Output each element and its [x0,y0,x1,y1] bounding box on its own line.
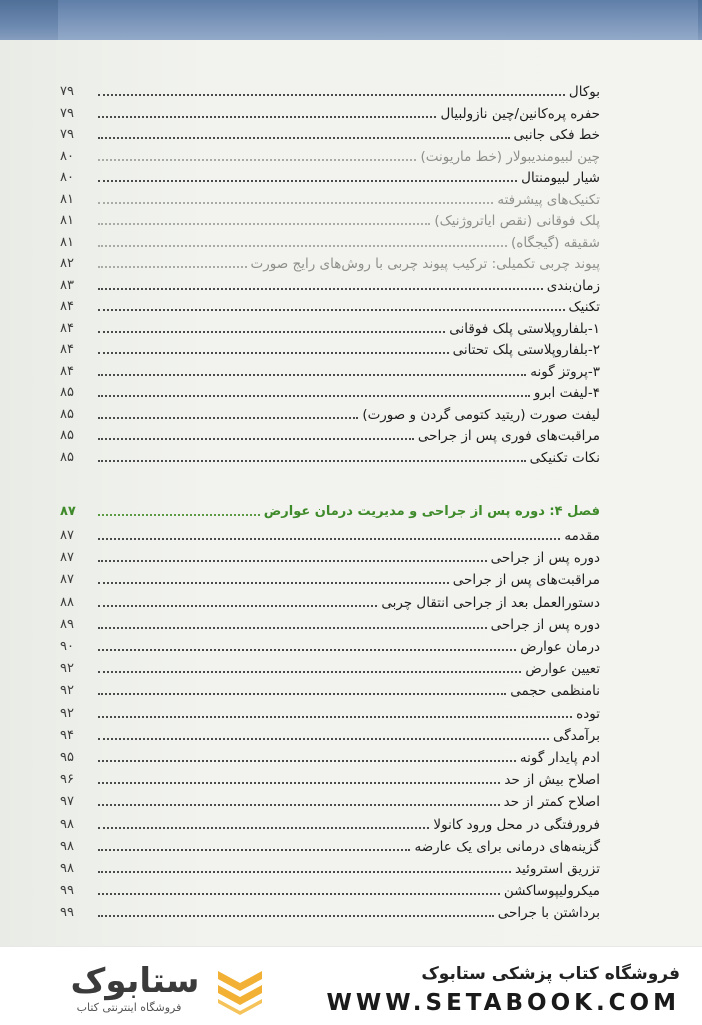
logo-chevron-icon [210,965,270,1015]
toc-entry-title: مقدمه [564,528,600,544]
toc-dot-leader [98,93,565,96]
toc-page-number: ۸۳ [60,277,74,293]
toc-entry-title: مراقبت‌های پس از جراحی [452,572,600,589]
toc-page-number: ۹۹ [60,905,74,921]
toc-entry-title: ادم پایدار گونه [519,750,600,766]
toc-page-number: ۹۲ [60,705,74,721]
toc-page-number: ۸۵ [60,428,74,443]
toc-page-number: ۸۱ [60,213,74,228]
toc-dot-leader [98,459,526,462]
toc-dot-leader [98,394,530,397]
toc-entry-title: خط فکی جانبی [513,127,600,143]
toc-entry-title: برآمدگی [553,727,600,744]
store-name: فروشگاه کتاب پزشکی ستابوک [421,964,680,984]
toc-entry-title: درمان عوارض [520,639,600,655]
toc-dot-leader [98,201,493,204]
book-cover-edge [0,0,702,44]
toc-entry-title: دوره پس از جراحی [490,616,600,633]
logo-subtitle: فروشگاه اینترنتی کتاب [76,1001,182,1014]
toc-entry[interactable] [60,613,600,634]
toc-page-number: ۸۵ [60,449,74,465]
toc-page-number: ۷۹ [60,127,74,142]
toc-entry-title: تزریق استروئید [514,861,600,877]
toc-dot-leader [98,136,510,139]
toc-entry[interactable] [60,231,600,252]
store-footer [0,946,702,1025]
toc-dot-leader [98,513,260,516]
toc-page-number: ۹۵ [60,750,74,765]
toc-dot-leader [98,737,549,740]
toc-page-number: ۸۷ [60,550,74,566]
toc-dot-leader [98,351,449,354]
toc-dot-leader [98,848,410,851]
toc-dot-leader [98,781,500,784]
toc-page-number: ۸۹ [60,616,74,632]
toc-dot-leader [98,715,572,718]
toc-entry[interactable] [60,80,600,101]
toc-page-number: ۷۹ [60,84,74,99]
toc-entry[interactable] [60,403,600,424]
toc-page-number: ۹۷ [60,794,74,810]
toc-page-number: ۸۵ [60,406,74,422]
toc-dot-leader [98,604,377,607]
toc-entry[interactable] [60,790,600,811]
toc-page-number: ۹۶ [60,772,74,788]
toc-entry[interactable] [60,317,600,338]
toc-entry[interactable] [60,274,600,295]
toc-entry[interactable] [60,591,600,612]
toc-page-number: ۸۱ [60,234,74,250]
toc-entry[interactable] [60,546,600,567]
toc-entry[interactable] [60,724,600,745]
toc-page-number: ۹۸ [60,816,74,832]
toc-dot-leader [98,244,507,247]
toc-page-number: ۸۴ [60,363,74,379]
toc-dot-leader [98,115,436,118]
toc-page-number: ۷۹ [60,105,74,121]
toc-entry[interactable] [60,901,600,922]
toc-dot-leader [98,222,430,225]
toc-dot-leader [98,330,445,333]
toc-dot-leader [98,826,429,829]
toc-entry-title: ۱-بلفاروپلاستی پلک فوقانی [449,320,600,337]
toc-dot-leader [98,692,506,695]
toc-entry-title: فصل ۴: دوره پس از جراحی و مدیریت درمان عوارض [263,504,600,519]
toc-dot-leader [98,437,414,440]
toc-page-number: ۹۲ [60,661,74,677]
store-info [320,961,680,1019]
toc-entry-title: فرورفتگی در محل ورود کانولا [433,816,600,833]
toc-dot-leader [98,803,500,806]
toc-page-number: ۸۰ [60,170,74,185]
toc-page-number: ۸۴ [60,320,74,336]
toc-entry-title: بوکال [568,84,600,100]
toc-entry-title: لیفت صورت (ریتید کتومی گردن و صورت) [362,406,600,423]
toc-entry[interactable] [60,813,600,834]
toc-entry[interactable] [60,252,600,273]
chapter-entry[interactable] [60,500,600,521]
toc-page-number: ۹۴ [60,727,74,743]
toc-entry-title: دستورالعمل بعد از جراحی انتقال چربی [381,594,600,611]
toc-dot-leader [98,626,487,629]
toc-page-number: ۹۰ [60,639,74,654]
toc-entry-title: دوره پس از جراحی [490,550,600,567]
toc-dot-leader [98,870,511,873]
toc-page-number: ۸۸ [60,594,74,610]
toc-dot-leader [98,759,516,762]
toc-entry[interactable] [60,657,600,678]
toc-entry-title: زمان‌بندی [546,277,600,294]
toc-dot-leader [98,670,521,673]
toc-dot-leader [98,158,416,161]
toc-entry[interactable] [60,524,600,545]
toc-entry[interactable] [60,295,600,316]
toc-page-number: ۸۷ [60,528,74,543]
toc-dot-leader [98,373,526,376]
toc-dot-leader [98,416,358,419]
toc-entry[interactable] [60,568,600,589]
toc-entry[interactable] [60,145,600,166]
toc-entry-title: تعیین عوارض [525,661,600,678]
toc-dot-leader [98,581,449,584]
toc-entry[interactable] [60,360,600,381]
toc-entry-title: تکنیک [568,299,600,315]
toc-page-number: ۸۲ [60,256,74,271]
toc-page-number: ۹۸ [60,838,74,854]
toc-dot-leader [98,892,500,895]
toc-entry-title: نکات تکنیکی [529,449,600,466]
toc-page-number: ۸۵ [60,385,74,400]
toc-entry-title: اصلاح کمتر از حد [503,794,600,811]
toc-entry[interactable] [60,381,600,402]
toc-entry[interactable] [60,338,600,359]
toc-entry-title: ۲-بلفاروپلاستی پلک تحتانی [452,342,600,358]
logo-text: ستابوک [70,961,200,1001]
toc-dot-leader [98,265,247,268]
toc-entry[interactable] [60,188,600,209]
toc-entry[interactable] [60,702,600,723]
store-url-link[interactable]: WWW.SETABOOK.COM [326,990,680,1016]
toc-page-number: ۸۴ [60,299,74,314]
toc-entry-title: پیوند چربی تکمیلی: ترکیب پیوند چربی با روش‌های رایج صورت [250,256,600,272]
toc-entry[interactable] [60,635,600,656]
toc-entry-title: ۴-لیفت ابرو [533,385,600,401]
toc-entry[interactable] [60,209,600,230]
toc-entry-title: شیار لبیومنتال [521,170,600,186]
toc-entry-title: برداشتن با جراحی [497,905,600,922]
toc-entry[interactable] [60,679,600,700]
setabook-logo[interactable] [24,961,274,1017]
toc-dot-leader [98,537,560,540]
toc-entry[interactable] [60,857,600,878]
toc-page-number: ۹۸ [60,861,74,876]
cover-inner-edge [58,0,698,41]
toc-entry-title: گزینه‌های درمانی برای یک عارضه [414,838,600,855]
toc-entry[interactable] [60,102,600,123]
toc-dot-leader [98,308,565,311]
toc-entry[interactable] [60,768,600,789]
toc-entry[interactable] [60,123,600,144]
toc-entry[interactable] [60,746,600,767]
toc-dot-leader [98,287,543,290]
toc-entry-title: توده [576,705,600,722]
toc-entry[interactable] [60,835,600,856]
toc-dot-leader [98,914,494,917]
toc-page-number: ۸۱ [60,191,74,207]
toc-entry-title: ۳-پروتز گونه [530,363,600,380]
toc-entry[interactable] [60,879,600,900]
toc-page-number: ۸۷ [60,572,74,588]
toc-dot-leader [98,648,516,651]
toc-entry-title: اصلاح بیش از حد [504,772,600,789]
toc-page-number: ۸۰ [60,148,74,164]
toc-entry[interactable] [60,424,600,445]
toc-page-number: ۸۷ [60,504,76,519]
toc-entry-title: تکنیک‌های پیشرفته [497,191,600,208]
toc-page-number: ۸۴ [60,342,74,357]
toc-entry-title: مراقبت‌های فوری پس از جراحی [417,428,600,444]
toc-dot-leader [98,179,517,182]
toc-dot-leader [98,559,487,562]
toc-entry[interactable] [60,446,600,467]
toc-entry-title: میکرولیپوساکشن [503,883,600,900]
toc-entry-title: پلک فوقانی (نقص ایاتروژنیک) [434,213,600,229]
toc-entry-title: چین لبیومندیبولار (خط ماریونت) [420,148,600,165]
toc-page-number: ۹۲ [60,683,74,699]
toc-entry-title: حفره پره‌کانین/چین نازولبیال [440,105,600,122]
toc-entry-title: نامنظمی حجمی [510,683,600,700]
toc-entry[interactable] [60,166,600,187]
toc-page-number: ۹۹ [60,883,74,899]
toc-entry-title: شقیقه (گیجگاه) [511,234,600,251]
